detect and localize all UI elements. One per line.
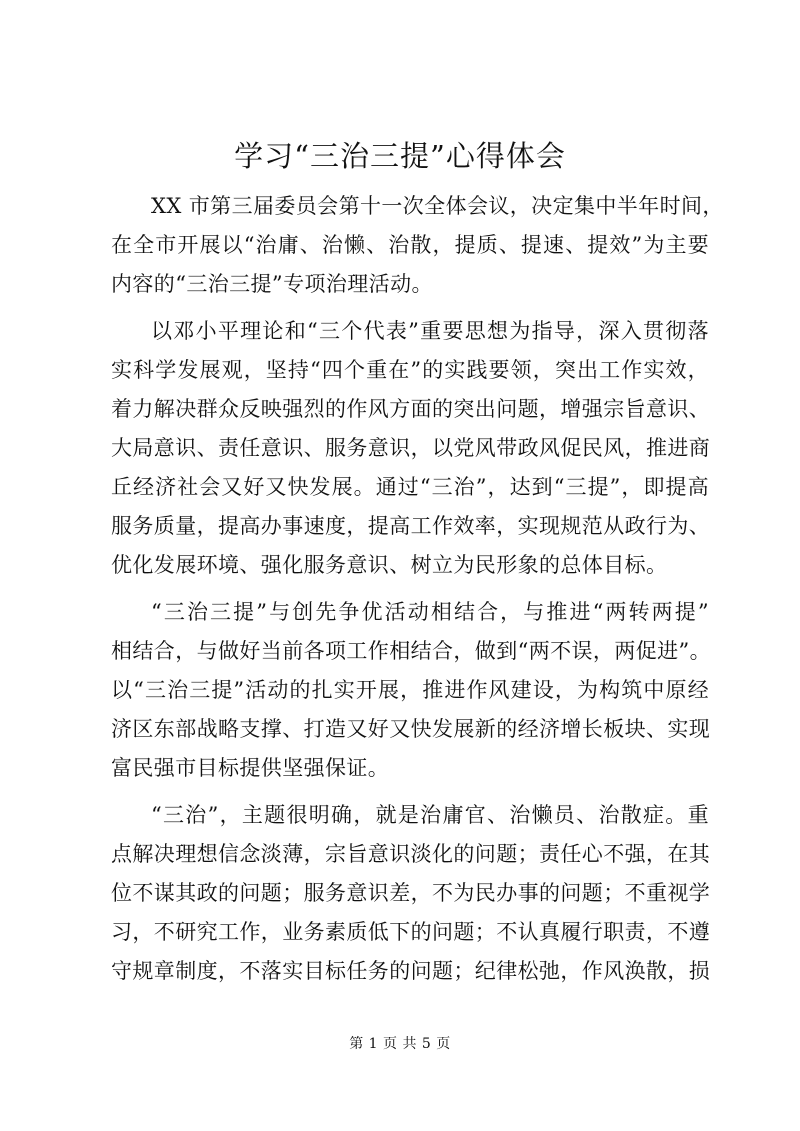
- text-line: “三治三提”与创先争优活动相结合，与推进“两转两提”: [151, 600, 709, 624]
- paragraph-3: [111, 593, 712, 788]
- text-line: 以邓小平理论和“三个代表”重要思想为指导，深入贯彻落: [151, 319, 709, 343]
- text-line: 济区东部战略支撑、打造又好又快发展新的经济增长板块、实现: [111, 717, 711, 741]
- text-line: 丘经济社会又好又快发展。通过“三治”，达到“三提”，即提高: [111, 475, 709, 499]
- text-line: 服务质量，提高办事速度，提高工作效率，实现规范从政行为、: [111, 514, 711, 538]
- text-line: 着力解决群众反映强烈的作风方面的突出问题，增强宗旨意识、: [111, 397, 711, 421]
- document-body: [111, 187, 724, 999]
- text-line: 位不谋其政的问题；服务意识差，不为民办事的问题；不重视学: [111, 881, 711, 905]
- paragraph-2: [111, 312, 709, 585]
- text-line: 守规章制度，不落实目标任务的问题；纪律松弛，作风涣散，损: [111, 959, 711, 983]
- text-line: 富民强市目标提供坚强保证。: [111, 756, 390, 780]
- document-title: 学习“三治三提”心得体会: [234, 139, 566, 173]
- text-line: 习，不研究工作，业务素质低下的问题；不认真履行职责，不遵: [111, 920, 711, 944]
- paragraph-1: [111, 187, 724, 304]
- text-line: 相结合，与做好当前各项工作相结合，做到“两不误，两促进”。: [111, 639, 712, 663]
- paragraph-4: [111, 796, 709, 991]
- text-line: 在全市开展以“治庸、治懒、治散，提质、提速、提效”为主要: [111, 233, 709, 257]
- text-line: 大局意识、责任意识、服务意识，以党风带政风促民风，推进商: [111, 436, 711, 460]
- text-line: 内容的“三治三提”专项治理活动。: [111, 272, 433, 296]
- text-line: XX 市第三届委员会第十一次全体会议，决定集中半年时间，: [151, 194, 724, 218]
- text-line: “三治”，主题很明确，就是治庸官、治懒员、治散症。重: [151, 803, 709, 827]
- text-line: 优化发展环境、强化服务意识、树立为民形象的总体目标。: [111, 553, 668, 577]
- text-line: 点解决理想信念淡薄，宗旨意识淡化的问题；责任心不强，在其: [111, 842, 711, 866]
- text-line: 以“三治三提”活动的扎实开展，推进作风建设，为构筑中原经: [111, 678, 709, 702]
- page-number-footer: 第 1 页 共 5 页: [349, 1036, 451, 1052]
- text-line: 实科学发展观，坚持“四个重在”的实践要领，突出工作实效，: [111, 358, 709, 382]
